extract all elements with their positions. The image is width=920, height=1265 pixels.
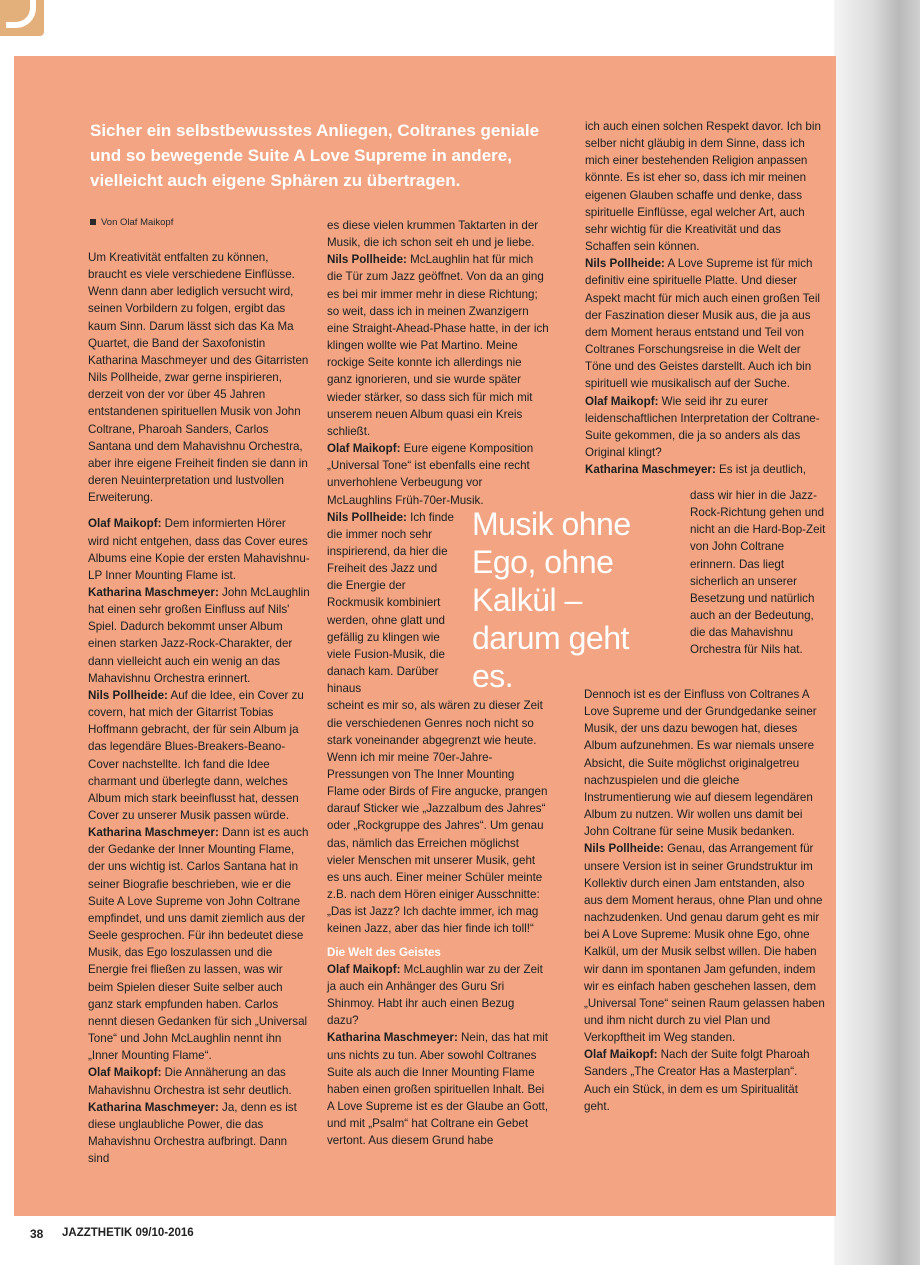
speech-text: Dann ist es auch der Gedanke der Inner Mounting Flame, der uns wichtig ist. Carlos Santana hat in seiner Biografie beschrieben, wie er die Suite A Love Supreme von John Coltrane empfindet, und uns damit ziemlich aus der Seele gesprochen. Für ihn bedeutet diese Musik, das Ego loszulassen und die Energie frei fließen zu lassen, was wir beim Spielen dieser Suite selber auch ganz stark empfunden haben. Carlos nennt diesen Gedanken für sich „Universal Tone“ und John McLaughlin nennt ihn „Inner Mounting Flame“. xyxy=(88,826,309,1063)
speaker-label: Katharina Maschmeyer: xyxy=(327,1031,458,1045)
speaker-label: Nils Pollheide: xyxy=(88,688,168,702)
article-column-3-narrow xyxy=(690,487,826,659)
article-column-3-lower xyxy=(584,686,826,1115)
speaker-label: Katharina Maschmeyer: xyxy=(88,585,219,599)
interview-paragraph xyxy=(585,461,825,478)
speaker-label: Katharina Maschmeyer: xyxy=(585,463,716,477)
interview-paragraph xyxy=(585,393,825,462)
article-column-1 xyxy=(88,249,310,1167)
page-spine-shadow xyxy=(834,0,920,1265)
speech-text: Nach der Suite folgt Pharoah Sanders „The Creator Has a Masterplan“. Auch ein Stück, in dem es um Spiritualität geht. xyxy=(584,1048,810,1113)
speaker-label: Nils Pollheide: xyxy=(327,253,407,267)
speech-text: John McLaughlin hat einen sehr großen Einfluss auf Nils' Spiel. Dadurch bekommt unser Album einen starken Jazz-Rock-Charakter, der dann vielleicht auch ein wenig an das Mahavishnu Orchestra erinnert. xyxy=(88,585,310,685)
speaker-label: Olaf Maikopf: xyxy=(584,1048,658,1062)
continued-paragraph: Dennoch ist es der Einfluss von Coltranes A Love Supreme und der Grundgedanke seiner Musik, der uns dazu bewogen hat, dieses Album aufzunehmen. Es war niemals unsere Absicht, die Suite möglichst originalgetreu nachzuspielen und die gleiche Instrumentierung wie auf diesem legendären Album zu nutzen. Wir wollen uns damit bei John Coltrane für seine Musik bedanken. xyxy=(584,688,817,839)
interview-paragraph xyxy=(88,1099,310,1168)
interview-paragraph xyxy=(585,255,825,392)
magazine-issue: JAZZTHETIK 09/10-2016 xyxy=(62,1227,194,1239)
byline xyxy=(90,217,173,228)
continued-paragraph: es diese vielen krummen Taktarten in der Musik, die ich schon seit eh und je liebe. xyxy=(327,219,539,250)
interview-paragraph xyxy=(327,1029,549,1149)
speech-text: Dem informierten Hörer wird nicht entgehen, dass das Cover eures Albums eine Kopie der ersten Mahavishnu-LP Inner Mounting Flame ist. xyxy=(88,517,310,582)
section-subheading: Die Welt des Geistes xyxy=(327,945,441,959)
speaker-label: Olaf Maikopf: xyxy=(327,962,401,976)
speaker-label: Nils Pollheide: xyxy=(327,510,407,524)
speech-text: Eure eigene Komposition „Universal Tone“ ist ebenfalls eine recht unverhohlene Verbeugung vor McLaughlins Früh-70er-Musik. xyxy=(327,442,534,507)
continued-paragraph: dass wir hier in die Jazz-Rock-Richtung gehen und nicht an die Hard-Bop-Zeit von John Coltrane erinnern. Das liegt sicherlich an unserer Besetzung und natürlich auch an der Bedeutung, die das Mahavishnu Orchestra für Nils hat. xyxy=(690,489,826,657)
continued-paragraph: scheint es mir so, als wären zu dieser Zeit die verschiedenen Genres noch nicht so stark voneinander abgegrenzt wie heute. Wenn ich mir meine 70er-Jahre-Pressungen von The Inner Mounting Flame oder Birds of Fire angucke, prangen darauf Sticker wie „Jazzalbum des Jahres“ oder „Rockgruppe des Jahres“. Um genau das, nämlich das Erreichen möglichst vieler Menschen mit unserer Musik, geht es uns auch. Einer meiner Schüler meinte z.B. nach dem Hören einiger Ausschnitte: „Das ist Jazz? Ich dachte immer, ich mag keinen Jazz, aber das hier finde ich toll!“ xyxy=(327,699,548,936)
speech-text: Auf die Idee, ein Cover zu covern, hat mich der Gitarrist Tobias Hoffmann gebracht, der für sein Album ja das legendäre Blues-Breakers-Beano-Cover nachstellte. Ich fand die Idee charmant und überlegte dann, welches Album mich stark beeinflusst hat, dessen Cover zu unserer Musik passen würde. xyxy=(88,688,304,822)
interview-paragraph xyxy=(88,584,310,687)
interview-paragraph xyxy=(88,687,310,824)
speech-text: Ich finde die immer noch sehr inspirierend, da hier die Freiheit des Jazz und die Energie der Rockmusik kombiniert werden, ohne glatt und gefällig zu klingen wie viele Fusion-Musik, die danach kam. Darüber hinaus xyxy=(327,510,454,696)
speech-text: Es ist ja deutlich, xyxy=(715,463,807,477)
page-number: 38 xyxy=(30,1227,44,1241)
speech-text: Die Annäherung an das Mahavishnu Orchestra ist sehr deutlich. xyxy=(88,1066,292,1097)
interview-paragraph xyxy=(88,515,310,584)
speech-text: Ja, denn es ist diese unglaubliche Power, die das Mahavishnu Orchestra aufbringt. Dann sind xyxy=(88,1100,297,1166)
interview-paragraph xyxy=(327,961,549,1030)
byline-text: Von Olaf Maikopf xyxy=(101,217,174,228)
speech-text: McLaughlin war zu der Zeit ja auch ein Anhänger des Guru Sri Shinmoy. Habt ihr auch einen Bezug dazu? xyxy=(327,962,543,1028)
speaker-label: Katharina Maschmeyer: xyxy=(88,826,219,840)
intro-paragraph: Um Kreativität entfalten zu können, braucht es viele verschiedene Einflüsse. Wenn dann aber lediglich versucht wird, seinen Vorbildern zu folgen, ergibt das kaum Sinn. Darum lässt sich das Ka Ma Quartet, die Band der Saxofonistin Katharina Maschmeyer und des Gitarristen Nils Pollheide, zwar gerne inspirieren, derzeit von der vor über 45 Jahren entstandenen spirituellen Musik von John Coltrane, Pharoah Sanders, Carlos Santana und dem Mahavishnu Orchestra, aber ihre eigene Freiheit finden sie dann in deren Neuinterpretation und lustvollen Erweiterung. xyxy=(88,251,309,505)
speech-text: Nein, das hat mit uns nichts zu tun. Aber sowohl Coltranes Suite als auch die Inner Mounting Flame haben einen großen spirituellen Inhalt. Bei A Love Supreme ist es der Glaube an Gott, und mit „Psalm“ hat Coltrane ein Gebet vertont. Aus diesem Grund habe xyxy=(327,1031,549,1148)
speech-text: Wie seid ihr zu eurer leidenschaftlichen Interpretation der Coltrane-Suite gekommen, die ja so anders als das Original klingt? xyxy=(585,394,820,459)
speaker-label: Nils Pollheide: xyxy=(585,257,665,271)
interview-paragraph xyxy=(584,1046,826,1115)
article-column-3 xyxy=(585,118,825,478)
article-lede: Sicher ein selbstbewusstes Anliegen, Coltranes geniale und so bewegende Suite A Love Supreme in andere, vielleicht auch eigene Sphären zu übertragen. xyxy=(90,121,540,190)
interview-paragraph xyxy=(584,840,826,1046)
speaker-label: Olaf Maikopf: xyxy=(585,394,659,408)
bullet-square-icon xyxy=(90,219,96,225)
interview-paragraph xyxy=(88,824,310,1064)
pull-quote: Musik ohne Ego, ohne Kalkül – darum geht es. xyxy=(472,506,631,694)
speaker-label: Olaf Maikopf: xyxy=(327,442,401,456)
speaker-label: Olaf Maikopf: xyxy=(88,1066,162,1080)
speaker-label: Nils Pollheide: xyxy=(584,842,664,856)
interview-paragraph xyxy=(327,251,549,440)
speech-text: McLaughlin hat für mich die Tür zum Jazz geöffnet. Von da an ging es bei mir immer mehr in diese Richtung; so weit, dass ich in meinen Zwanzigern eine Straight-Ahead-Phase hatte, in der ich klingen wollte wie Pat Martino. Meine rockige Seite konnte ich allerdings nie ganz ignorieren, und sie wurde später wieder stärker, so dass sich für mich mit unserem neuen Album quasi ein Kreis schließt. xyxy=(327,253,549,438)
interview-paragraph xyxy=(88,1064,310,1098)
magazine-logo-corner xyxy=(0,0,44,36)
speaker-label: Katharina Maschmeyer: xyxy=(88,1100,219,1114)
continued-paragraph: ich auch einen solchen Respekt davor. Ich bin selber nicht gläubig in dem Sinne, dass ich mich einer bestehenden Religion anpassen könnte. Es ist eher so, dass ich mir meinen eigenen Glauben schaffe und denke, dass spirituelle Einflüsse, egal welcher Art, auch sehr wichtig für die Kreativität und das Schaffen sein können. xyxy=(585,120,821,254)
speech-text: Genau, das Arrangement für unsere Version ist in seiner Grundstruktur im Kollektiv durch einen Jam entstanden, also aus dem Moment heraus, ohne Plan und ohne nachzudenken. Und genau darum geht es mir bei A Love Supreme: Musik ohne Ego, ohne Kalkül, um der Musik selbst willen. Die haben wir dann im spontanen Jam gefunden, indem wir es einfach haben geschehen lassen, dem „Universal Tone“ seinen Raum gelassen haben und ihm nicht durch zu viel Plan und Verkopftheit im Weg standen. xyxy=(584,842,825,1045)
interview-paragraph-narrow xyxy=(327,509,455,698)
speech-text: A Love Supreme ist für mich definitiv eine spirituelle Platte. Und dieser Aspekt macht für mich auch einen großen Teil der Faszination dieser Musik aus, die ja aus dem Moment heraus entstand und Teil von Coltranes Forschungsreise in die Welt der Töne und des Geistes darstellt. Auch ich bin spirituell wie musikalisch auf der Suche. xyxy=(585,257,820,391)
interview-paragraph xyxy=(327,440,549,509)
speaker-label: Olaf Maikopf: xyxy=(88,517,162,531)
